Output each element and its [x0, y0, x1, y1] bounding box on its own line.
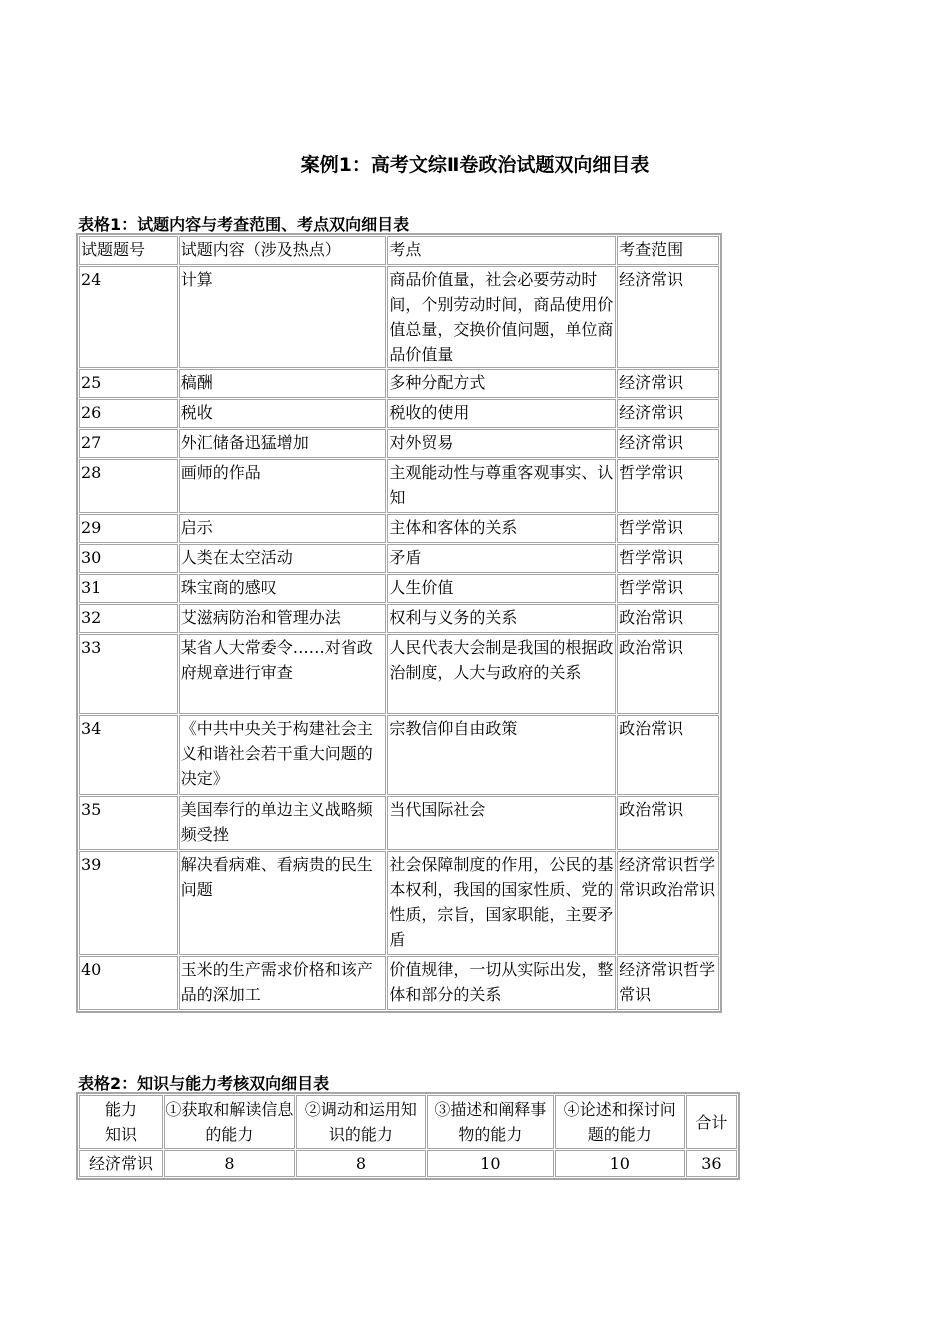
- table-row: [79, 459, 719, 513]
- number-cell: 39: [79, 851, 178, 955]
- scope-cell: 政治常识: [617, 604, 719, 633]
- content-cell: 某省人大常委令……对省政府规章进行审查: [179, 634, 387, 714]
- header-cell-ability-3: ③描述和阐释事物的能力: [427, 1095, 554, 1149]
- number-cell: 27: [79, 429, 178, 458]
- content-cell: 玉米的生产需求价格和该产品的深加工: [179, 956, 387, 1010]
- scope-cell: 经济常识: [617, 429, 719, 458]
- point-cell: 人民代表大会制是我国的根据政治制度，人大与政府的关系: [387, 634, 616, 714]
- number-cell: 32: [79, 604, 178, 633]
- content-cell: 画师的作品: [179, 459, 387, 513]
- table-row: [79, 715, 719, 795]
- content-cell: 美国奉行的单边主义战略频频受挫: [179, 796, 387, 850]
- point-cell: 主观能动性与尊重客观事实、认知: [387, 459, 616, 513]
- ability-2-cell: 8: [296, 1150, 426, 1177]
- scope-cell: 哲学常识: [617, 544, 719, 573]
- scope-cell: 哲学常识: [617, 459, 719, 513]
- scope-cell: 经济常识: [617, 399, 719, 428]
- scope-cell: 政治常识: [617, 634, 719, 714]
- scope-cell: 经济常识: [617, 369, 719, 398]
- header-cell-ability-4: ④论述和探讨问题的能力: [555, 1095, 685, 1149]
- point-cell: 矛盾: [387, 544, 616, 573]
- table-row: [79, 429, 719, 458]
- number-cell: 26: [79, 399, 178, 428]
- table-row: [79, 369, 719, 398]
- scope-cell: 哲学常识: [617, 514, 719, 543]
- number-cell: 29: [79, 514, 178, 543]
- scope-cell: 政治常识: [617, 796, 719, 850]
- table-row: [79, 634, 719, 714]
- number-cell: 40: [79, 956, 178, 1010]
- scope-cell: 经济常识哲学常识政治常识: [617, 851, 719, 955]
- point-cell: 价值规律，一切从实际出发，整体和部分的关系: [387, 956, 616, 1010]
- number-cell: 35: [79, 796, 178, 850]
- header-cell-total: 合计: [686, 1095, 737, 1149]
- table-row: [79, 399, 719, 428]
- table-header-row: [79, 236, 719, 265]
- scope-cell: 经济常识: [617, 266, 719, 368]
- point-cell: 宗教信仰自由政策: [387, 715, 616, 795]
- header-cell-ability-1: ①获取和解读信息的能力: [164, 1095, 295, 1149]
- header-cell-ability-2: ②调动和运用知识的能力: [296, 1095, 426, 1149]
- page-title: 案例1：高考文综Ⅱ卷政治试题双向细目表: [300, 154, 650, 176]
- table-row: [79, 851, 719, 955]
- corner-top-label: 能力: [104, 1100, 137, 1119]
- ability-3-cell: 10: [427, 1150, 554, 1177]
- number-cell: 31: [79, 574, 178, 603]
- table-row: [79, 514, 719, 543]
- point-cell: 商品价值量，社会必要劳动时间，个别劳动时间，商品使用价值总量，交换价值问题，单位商品价值量: [387, 266, 616, 368]
- content-cell: 艾滋病防治和管理办法: [179, 604, 387, 633]
- table-row: [79, 574, 719, 603]
- table1-caption: 表格1：试题内容与考查范围、考点双向细目表: [78, 215, 410, 234]
- table-row: [79, 604, 719, 633]
- header-cell-content: 试题内容（涉及热点）: [179, 236, 387, 265]
- table-row: [79, 266, 719, 368]
- point-cell: 主体和客体的关系: [387, 514, 616, 543]
- table-row: [79, 544, 719, 573]
- content-cell: 珠宝商的感叹: [179, 574, 387, 603]
- scope-cell: 哲学常识: [617, 574, 719, 603]
- header-cell-scope: 考查范围: [617, 236, 719, 265]
- point-cell: 社会保障制度的作用，公民的基本权利，我国的国家性质、党的性质，宗旨，国家职能，主要矛盾: [387, 851, 616, 955]
- scope-cell: 政治常识: [617, 715, 719, 795]
- header-cell-point: 考点: [387, 236, 616, 265]
- total-cell: 36: [686, 1150, 737, 1177]
- ability-1-cell: 8: [164, 1150, 295, 1177]
- header-cell-number: 试题题号: [79, 236, 178, 265]
- point-cell: 当代国际社会: [387, 796, 616, 850]
- table-row: [79, 1150, 737, 1177]
- content-cell: 启示: [179, 514, 387, 543]
- point-cell: 对外贸易: [387, 429, 616, 458]
- table-header-row: [79, 1095, 737, 1149]
- content-cell: 计算: [179, 266, 387, 368]
- content-cell: 稿酬: [179, 369, 387, 398]
- scope-cell: 经济常识哲学常识: [617, 956, 719, 1010]
- number-cell: 28: [79, 459, 178, 513]
- table-row: [79, 796, 719, 850]
- point-cell: 税收的使用: [387, 399, 616, 428]
- point-cell: 权利与义务的关系: [387, 604, 616, 633]
- knowledge-ability-table: [76, 1092, 740, 1180]
- number-cell: 24: [79, 266, 178, 368]
- ability-4-cell: 10: [555, 1150, 685, 1177]
- question-content-table: [76, 233, 722, 1013]
- content-cell: 人类在太空活动: [179, 544, 387, 573]
- knowledge-cell: 经济常识: [79, 1150, 163, 1177]
- table2-caption: 表格2：知识与能力考核双向细目表: [78, 1074, 330, 1093]
- number-cell: 25: [79, 369, 178, 398]
- content-cell: 《中共中央关于构建社会主义和谐社会若干重大问题的决定》: [179, 715, 387, 795]
- content-cell: 外汇储备迅猛增加: [179, 429, 387, 458]
- number-cell: 33: [79, 634, 178, 714]
- content-cell: 解决看病难、看病贵的民生问题: [179, 851, 387, 955]
- corner-bottom-label: 知识: [104, 1125, 137, 1144]
- table-row: [79, 956, 719, 1010]
- corner-cell: [79, 1095, 163, 1149]
- number-cell: 34: [79, 715, 178, 795]
- point-cell: 人生价值: [387, 574, 616, 603]
- content-cell: 税收: [179, 399, 387, 428]
- point-cell: 多种分配方式: [387, 369, 616, 398]
- number-cell: 30: [79, 544, 178, 573]
